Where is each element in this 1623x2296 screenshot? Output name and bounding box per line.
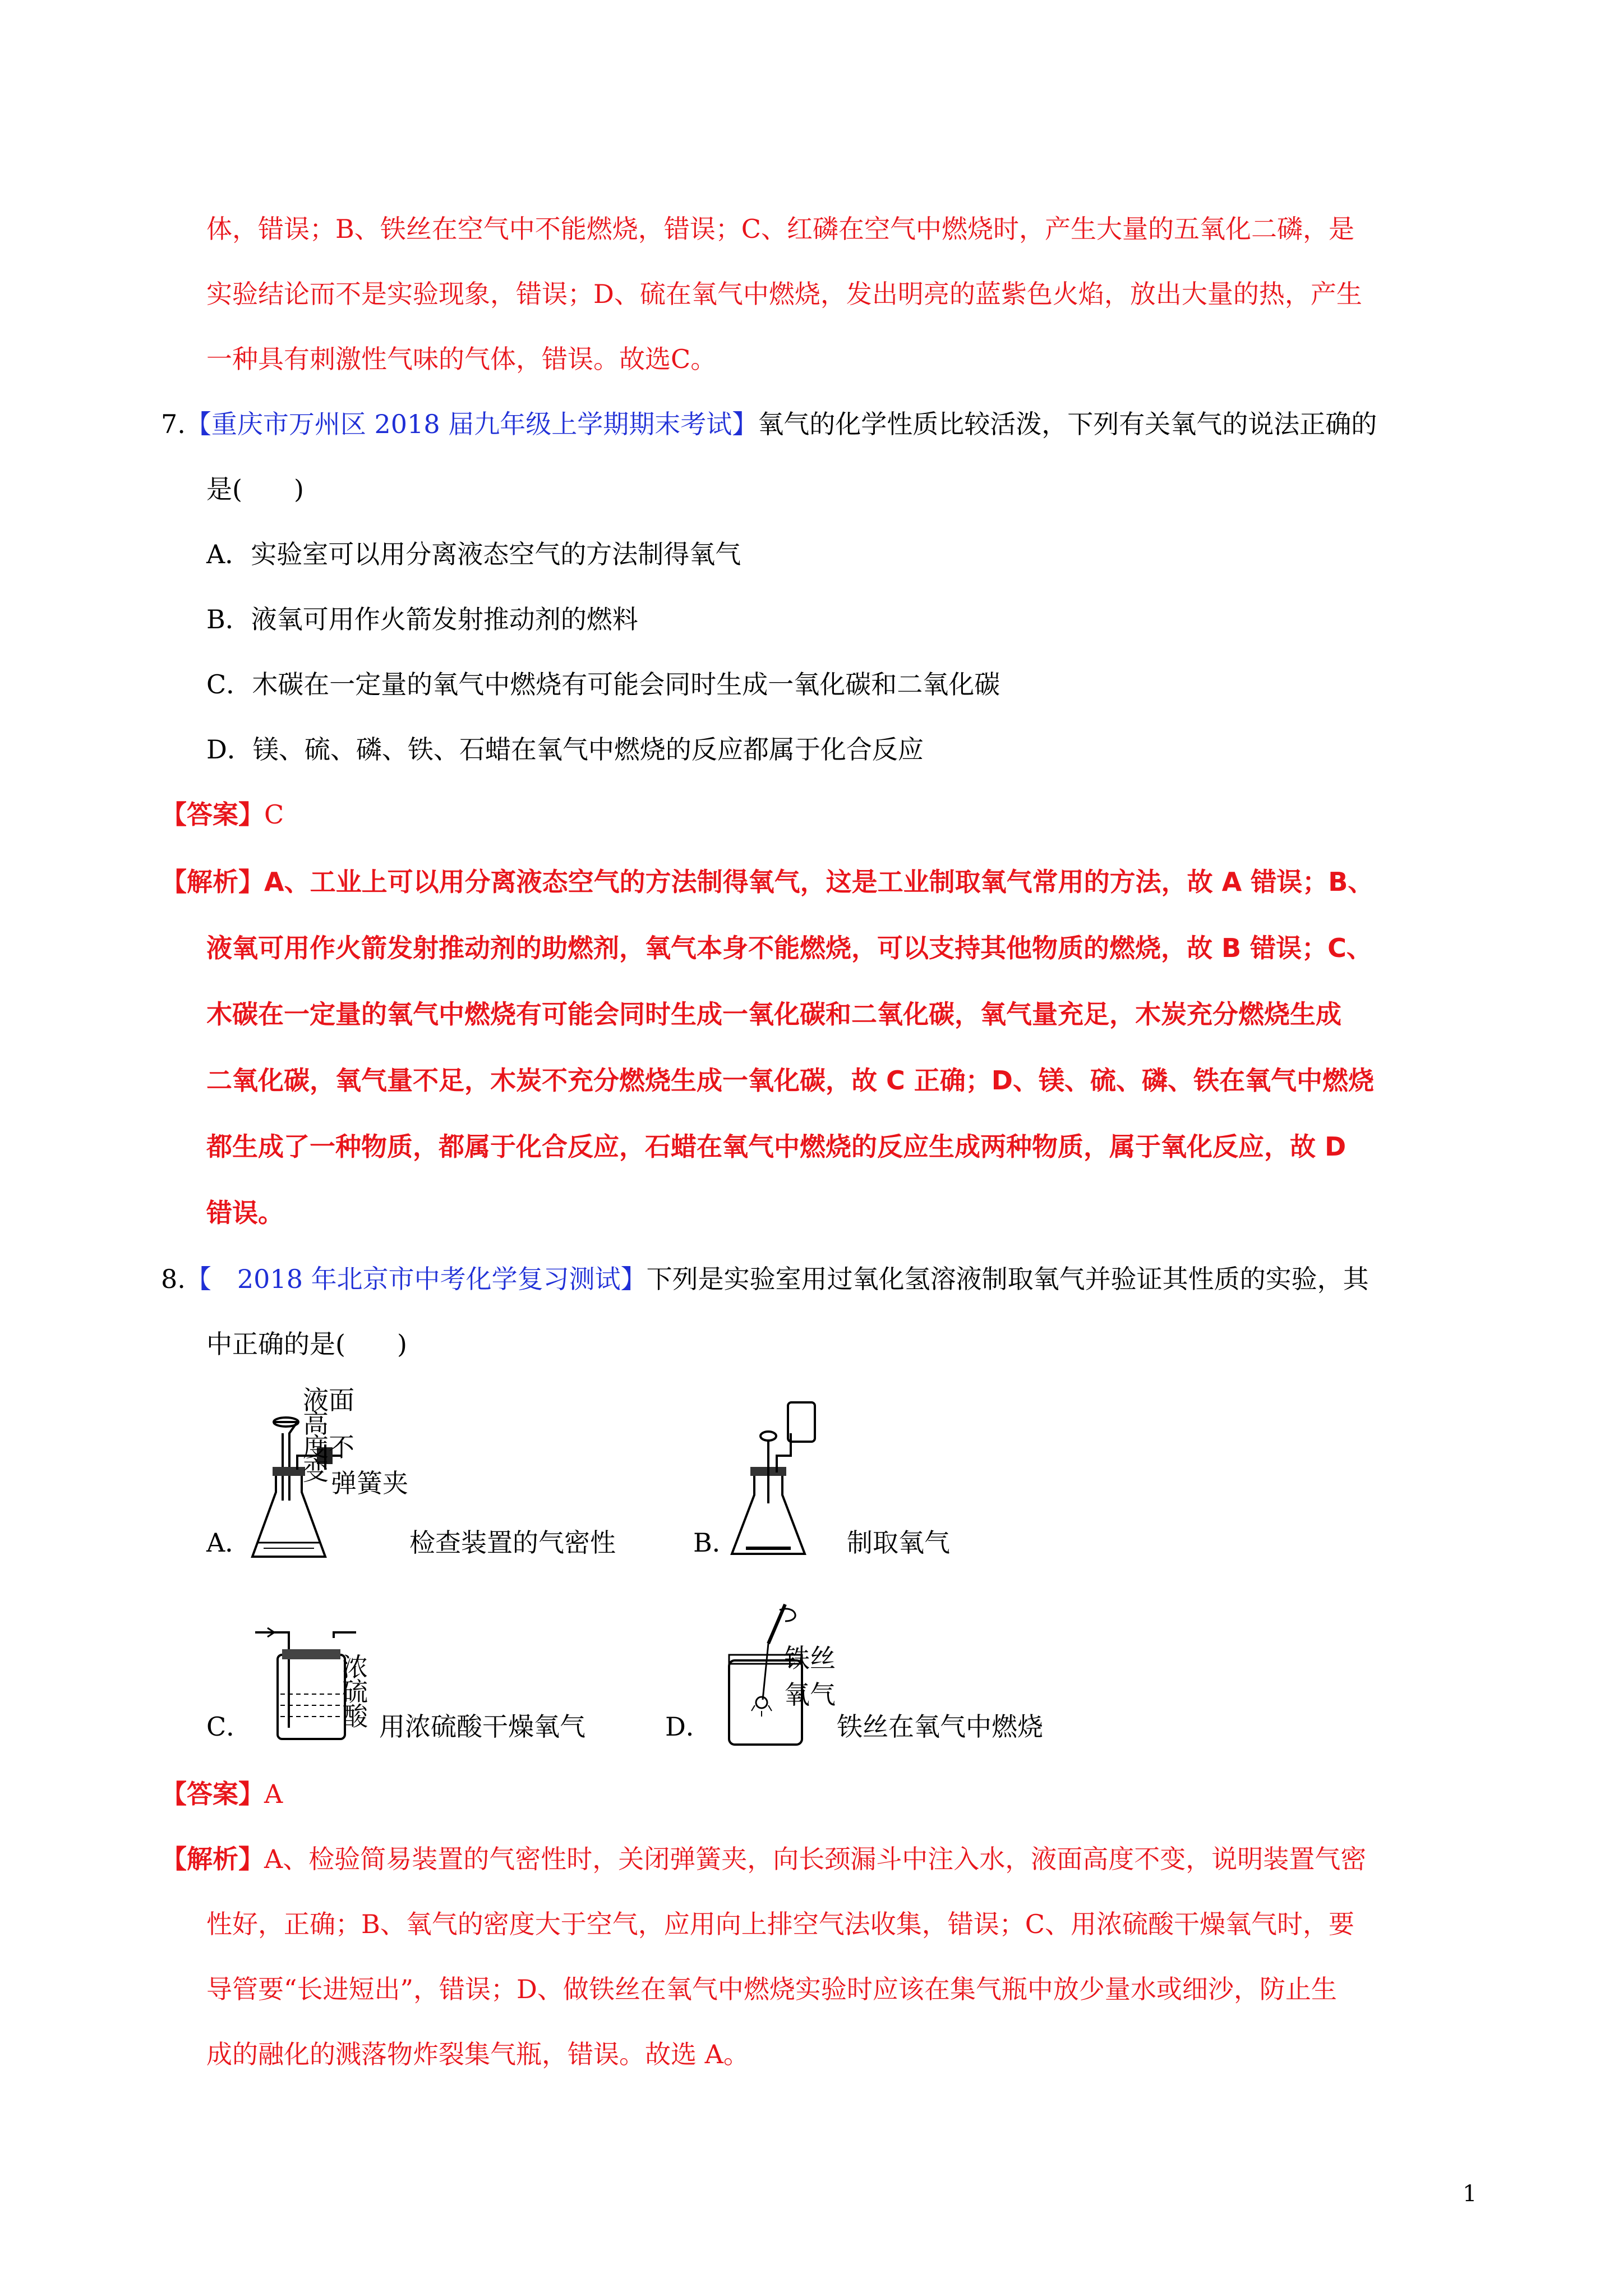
question-7-explanation-line-6: 错误。 (206, 1198, 284, 1228)
explanation-continued-line-1: 体，错误；B、铁丝在空气中不能燃烧，错误；C、红磷在空气中燃烧时，产生大量的五氧化二磷，是 (206, 214, 1354, 244)
question-7-option-b: B．液氧可用作火箭发射推动剂的燃料 (206, 604, 638, 634)
question-7-stem (161, 407, 1377, 441)
figure-b-letter: B． (693, 1527, 738, 1558)
question-7-answer (161, 798, 284, 831)
answer-value: A (264, 1779, 283, 1809)
question-8-answer (161, 1777, 283, 1811)
figure-c-caption: 用浓硫酸干燥氧气 (379, 1711, 585, 1742)
question-8-source: 【 2018 年北京市中考化学复习测试】 (185, 1264, 647, 1294)
explanation-continued-line-2: 实验结论而不是实验现象，错误；D、硫在氧气中燃烧，发出明亮的蓝紫色火焰，放出大量的热，产生 (206, 279, 1362, 309)
page-number: 1 (1463, 2181, 1477, 2207)
question-8-explanation-line-2: 性好，正确；B、氧气的密度大于空气，应用向上排空气法收集，错误；C、用浓硫酸干燥氧气时，要 (206, 1909, 1354, 1939)
figure-a-label-level: 液面高 度不变 (303, 1385, 354, 1486)
figure-c-letter: C． (206, 1711, 252, 1742)
answer-value: C (264, 799, 284, 830)
question-7-source: 【重庆市万州区 2018 届九年级上学期期末考试】 (185, 409, 758, 439)
figure-d-caption: 铁丝在氧气中燃烧 (837, 1711, 1043, 1742)
question-8-stem-text: 下列是实验室用过氧化氢溶液制取氧气并验证其性质的实验，其 (646, 1264, 1369, 1294)
question-8-explanation-line-3: 导管要“长进短出”，错误；D、做铁丝在氧气中燃烧实验时应该在集气瓶中放少量水或细沙，防止生 (206, 1974, 1337, 2004)
figure-d-label-iron-wire: 铁丝 (784, 1643, 836, 1673)
question-8-explanation-line-4: 成的融化的溅落物炸裂集气瓶，错误。故选 A。 (206, 2039, 749, 2069)
question-7-stem-line-2: 是( ) (206, 474, 304, 504)
figure-a-label-clip: 弹簧夹 (331, 1468, 408, 1498)
figure-d-letter: D． (665, 1711, 712, 1742)
question-7-option-a: A．实验室可以用分离液态空气的方法制得氧气 (206, 539, 741, 569)
question-7-stem-text: 氧气的化学性质比较活泼，下列有关氧气的说法正确的 (758, 409, 1377, 439)
explanation-tag: 【解析】 (161, 1844, 264, 1874)
question-8-stem-line-2: 中正确的是( ) (206, 1329, 407, 1359)
question-7-explanation-line-1: 【解析】A、工业上可以用分离液态空气的方法制得氧气，这是工业制取氧气常用的方法，故 A 错误；B、 (161, 867, 1374, 897)
question-7-explanation-line-3: 木碳在一定量的氧气中燃烧有可能会同时生成一氧化碳和二氧化碳，氧气量充足，木炭充分燃烧生成 (206, 999, 1341, 1029)
question-7-number: 7. (161, 409, 186, 439)
figure-c-gas-drying-bottle (250, 1616, 368, 1750)
question-7-explanation-line-4: 二氧化碳，氧气量不足，木炭不充分燃烧生成一氧化碳，故 C 正确；D、镁、硫、磷、铁在氧气中燃烧 (206, 1065, 1374, 1096)
question-7-explanation-line-5: 都生成了一种物质，都属于化合反应，石蜡在氧气中燃烧的反应生成两种物质，属于氧化反应，故 D (206, 1131, 1347, 1162)
question-7-option-d: D．镁、硫、磷、铁、石蜡在氧气中燃烧的反应都属于化合反应 (206, 734, 924, 765)
answer-tag: 【答案】 (161, 1779, 264, 1809)
question-8-number: 8. (161, 1264, 186, 1294)
question-7-explanation-line-2: 液氧可用作火箭发射推动剂的助燃剂，氧气本身不能燃烧，可以支持其他物质的燃烧，故 B 错误；C、 (206, 933, 1372, 963)
explanation-continued-line-3: 一种具有刺激性气味的气体，错误。故选C。 (206, 344, 717, 374)
figure-d-iron-wire-combustion (718, 1599, 836, 1750)
figure-a-airtightness-check (241, 1385, 409, 1573)
figure-a-letter: A． (206, 1527, 251, 1558)
question-7-option-c: C．木碳在一定量的氧气中燃烧有可能会同时生成一氧化碳和二氧化碳 (206, 669, 1000, 700)
figure-d-label-oxygen: 氧气 (784, 1680, 836, 1710)
question-8-explanation-line-1: 【解析】A、检验简易装置的气密性时，关闭弹簧夹，向长颈漏斗中注入水，液面高度不变，说明装置气密 (161, 1844, 1367, 1874)
figure-a-caption: 检查装置的气密性 (409, 1527, 616, 1558)
question-8-stem (161, 1262, 1369, 1296)
figure-b-oxygen-preparation (729, 1391, 841, 1571)
figure-c-label-acid: 浓 硫 酸 (342, 1652, 368, 1732)
explanation-tag: 【解析】 (161, 867, 264, 897)
figure-b-caption: 制取氧气 (847, 1527, 950, 1558)
answer-tag: 【答案】 (161, 799, 264, 830)
